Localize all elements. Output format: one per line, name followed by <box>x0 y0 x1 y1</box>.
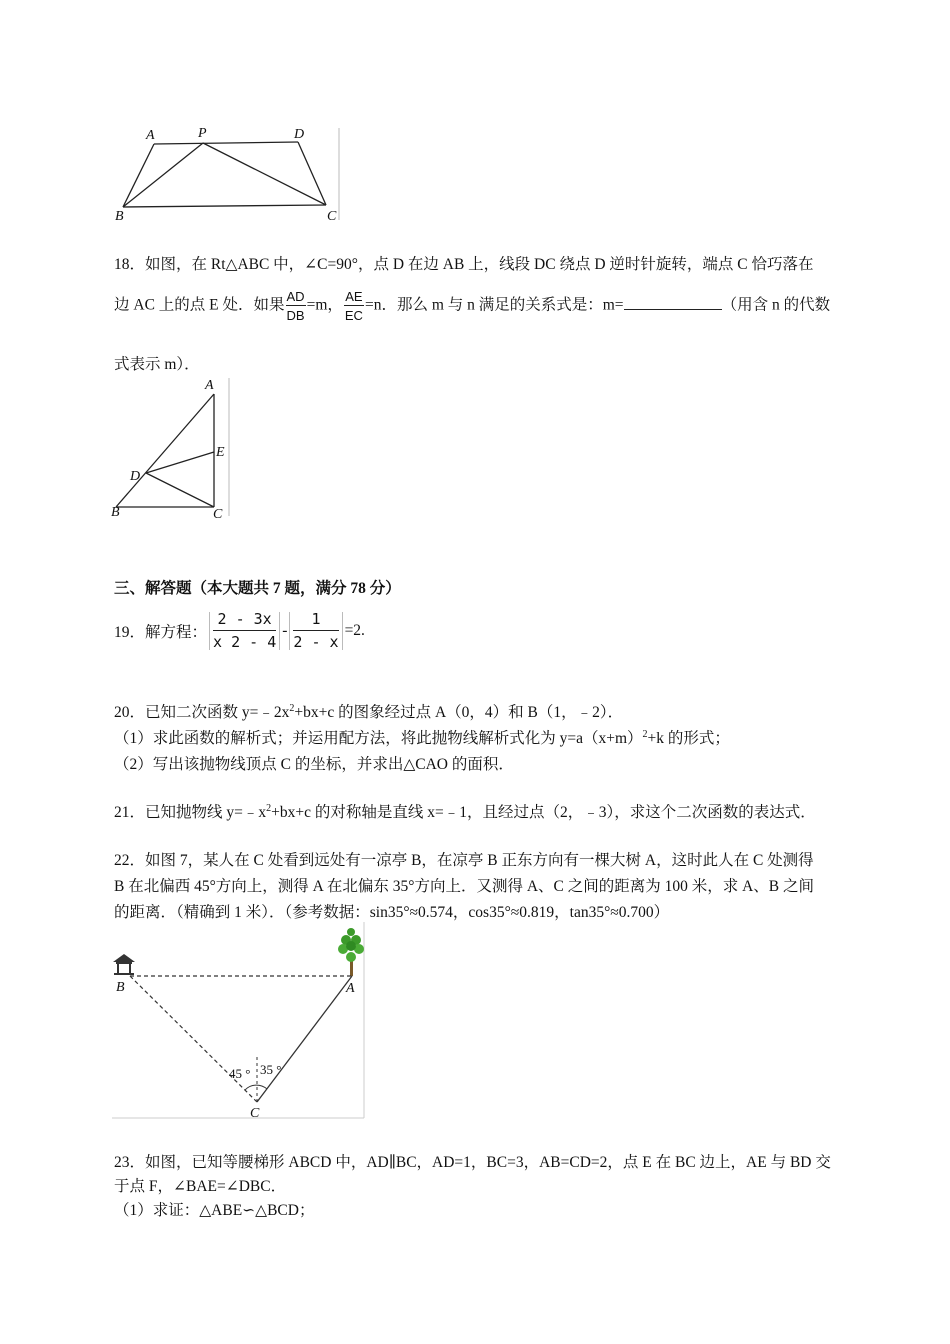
frac-den: 2 - x <box>293 633 339 651</box>
section-3-heading: 三、解答题（本大题共 7 题，满分 78 分） <box>114 580 401 597</box>
label-angle-45: 45 ° <box>229 1066 251 1081</box>
label-a: A <box>146 128 155 143</box>
q19-pre: 19．解方程： <box>114 624 208 641</box>
label-p: P <box>198 126 207 141</box>
segment-dc <box>146 473 214 507</box>
segment-dc <box>298 142 326 205</box>
label-d: D <box>130 469 141 484</box>
frac-num: 1 <box>293 612 338 631</box>
tree-icon <box>338 928 364 976</box>
segment-ab <box>123 144 154 207</box>
text: +bx+c 的对称轴是直线 x=﹣1，且经过点（2，﹣3），求这个二次函数的表达式． <box>271 804 816 821</box>
pavilion-icon <box>113 954 135 975</box>
figure-pavilion-tree <box>108 918 370 1123</box>
segment-pc <box>203 143 326 205</box>
q23-line2: 于点 F，∠BAE=∠DBC． <box>114 1178 287 1195</box>
label-b: B <box>116 980 125 995</box>
q20-line3: （2）写出该抛物线顶点 C 的坐标，并求出△CAO 的面积． <box>114 756 514 773</box>
fraction-ae-ec <box>344 290 364 322</box>
text: +bx+c 的图象经过点 A（0，4）和 B（1，﹣2）． <box>294 704 624 721</box>
q18-line2-pre: 边 AC 上的点 E 处．如果 <box>114 296 285 314</box>
q23-line3: （1）求证：△ABE∽△BCD； <box>114 1202 315 1219</box>
q18-line2-end: （用含 n 的代数 <box>721 296 831 314</box>
label-e: E <box>216 445 225 460</box>
frac-den: x 2 - 4 <box>213 633 277 651</box>
segment-ca <box>257 976 352 1102</box>
fraction-1-over-2-x <box>289 612 342 650</box>
superscript: 2 <box>289 702 295 714</box>
q20-line2 <box>114 726 730 748</box>
q19 <box>114 612 365 650</box>
segment-bc-dashed <box>130 976 257 1102</box>
label-c: C <box>327 209 337 224</box>
frac-num: AD <box>286 289 305 304</box>
frac-den: DB <box>286 308 305 323</box>
q19-post: =2. <box>344 622 365 639</box>
text: 20．已知二次函数 y=﹣2x <box>114 704 290 721</box>
label-a: A <box>205 378 214 393</box>
q22-line1: 22．如图 7，某人在 C 处看到远处有一凉亭 B，在凉亭 B 正东方向有一棵大树 A，这时此人在 C 处测得 <box>114 852 814 869</box>
frac-num: 2 - 3x <box>213 612 276 631</box>
segment-ab <box>116 394 214 507</box>
fraction-2-3x-over-x2-4 <box>209 612 280 650</box>
q23-line1: 23．如图，已知等腰梯形 ABCD 中，AD∥BC，AD=1，BC=3，AB=CD=2，点 E 在 BC 边上，AE 与 BD 交 <box>114 1154 831 1171</box>
label-c: C <box>213 507 223 520</box>
segment-pb <box>123 143 203 207</box>
segment-ad <box>154 142 298 144</box>
figure-triangle-abc <box>108 374 238 520</box>
text: +k 的形式； <box>647 730 730 747</box>
answer-blank <box>624 295 722 310</box>
text: 21．已知抛物线 y=﹣x <box>114 804 267 821</box>
label-b: B <box>111 505 120 520</box>
q21 <box>114 800 816 822</box>
q22-line3: 的距离．（精确到 1 米）．（参考数据：sin35°≈0.574，cos35°≈0.819，tan35°≈0.700） <box>114 904 670 921</box>
segment-de <box>146 452 214 473</box>
label-d: D <box>294 127 305 142</box>
q18-line1: 18．如图，在 Rt△ABC 中，∠C=90°，点 D 在边 AB 上，线段 DC 绕点 D 逆时针旋转，端点 C 恰巧落在 <box>114 256 814 273</box>
figure-trapezoid-apd <box>108 122 348 224</box>
label-c: C <box>250 1106 260 1121</box>
segment-bc <box>123 205 326 207</box>
angle-arc <box>245 1085 267 1090</box>
frac-den: EC <box>344 308 363 323</box>
label-a: A <box>346 981 355 996</box>
q19-minus: - <box>282 622 288 639</box>
q18-line2-post: =n．那么 m 与 n 满足的关系式是：m= <box>364 296 624 314</box>
q18-line2 <box>114 290 830 322</box>
frac-num: AE <box>345 289 363 304</box>
superscript: 2 <box>642 728 648 740</box>
q18-line2-mid: =m， <box>306 296 343 314</box>
q18-line3: 式表示 m）． <box>114 356 200 373</box>
label-angle-35: 35 ° <box>260 1062 282 1077</box>
q22-line2: B 在北偏西 45°方向上，测得 A 在北偏东 35°方向上．又测得 A、C 之间的距离为 100 米，求 A、B 之间 <box>114 878 815 895</box>
superscript: 2 <box>266 802 272 814</box>
text: （1）求此函数的解析式；并运用配方法，将此抛物线解析式化为 y=a（x+m） <box>114 730 643 747</box>
q20-line1 <box>114 700 623 722</box>
fraction-ad-db <box>286 290 306 322</box>
label-b: B <box>115 209 124 224</box>
